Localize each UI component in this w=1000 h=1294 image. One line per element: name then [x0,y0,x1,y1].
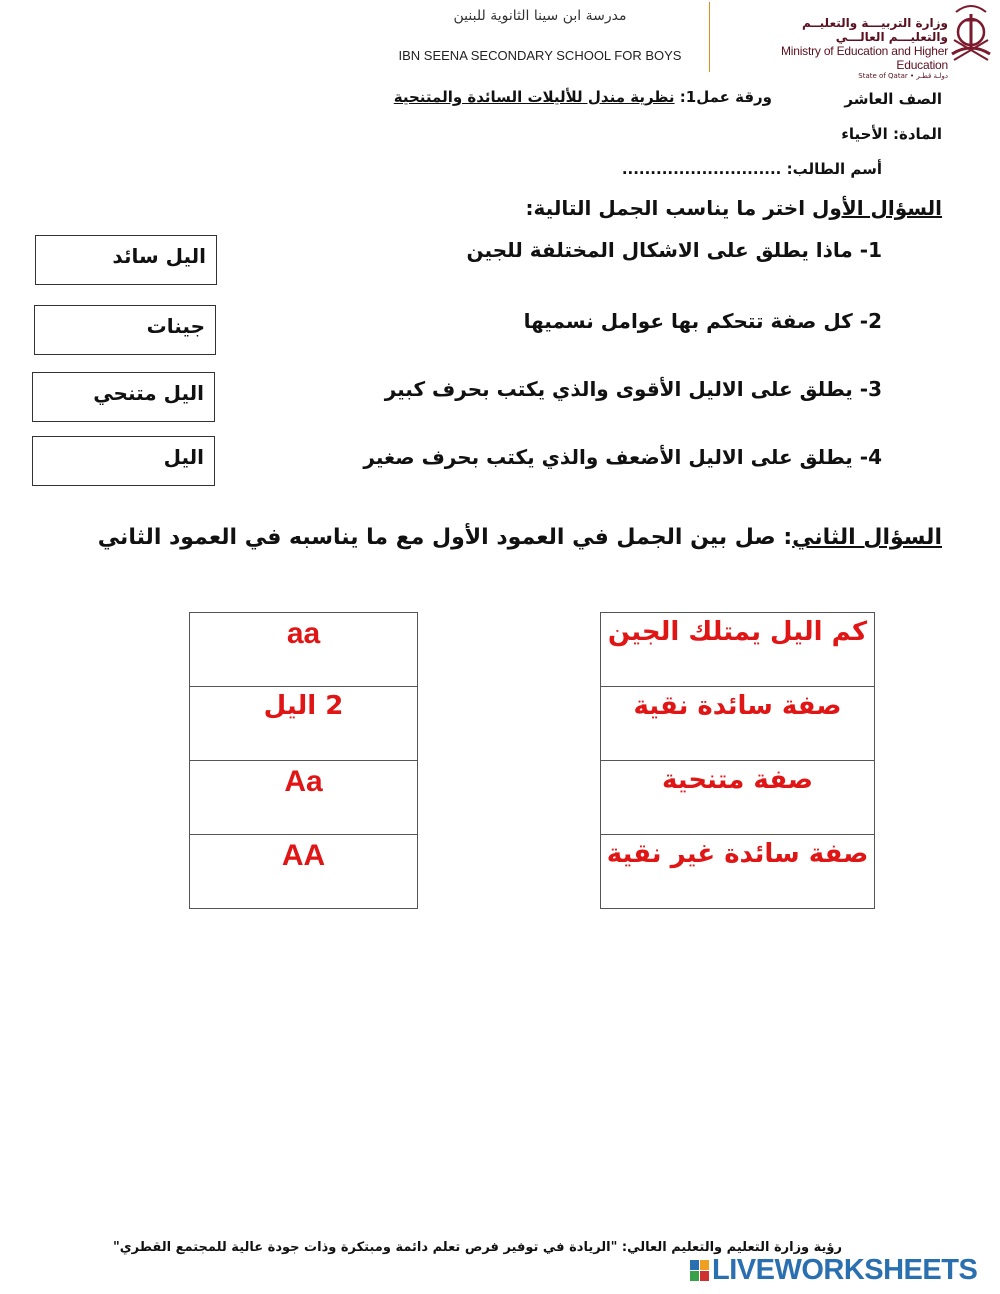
column1-cell[interactable]: صفة متنحية [601,761,875,835]
question1-statement-2: 2- كل صفة تتحكم بها عوامل نسميها [523,309,882,333]
answer-box-2-text: جينات [146,314,205,338]
grade-label: الصف العاشر [844,90,942,108]
question1-title [526,196,942,220]
column1-cell[interactable]: كم اليل يمتلك الجين [601,613,875,687]
answer-box-4-text: اليل [163,445,204,469]
column2-cell[interactable]: Aa [190,761,418,835]
matching-column-1 [600,612,875,909]
ministry-name-arabic: وزارة التربيـــة والتعليــم والتعليـــم العالـــي [802,16,948,44]
matching-column-2 [189,612,418,909]
school-name-english: IBN SEENA SECONDARY SCHOOL FOR BOYS [398,48,682,63]
question1-title-underlined: السؤال الأول [812,196,942,220]
question1-statement-1: 1- ماذا يطلق على الاشكال المختلفة للجين [466,238,882,262]
subject-label: المادة: الأحياء [841,125,942,143]
student-name-field: أسم الطالب: ............................ [621,160,882,178]
column2-cell[interactable]: aa [190,613,418,687]
ministry-vision-footer: رؤية وزارة التعليم والتعليم العالي: "الريادة في توفير فرص تعلم دائمة ومبتكرة وذات جودة عالية للمجتمع القطري" [112,1240,842,1255]
answer-box-1[interactable] [35,235,217,285]
worksheet-title: نظرية مندل للأليلات السائدة والمتنحية [393,88,675,106]
question2-title [98,525,942,550]
question1-statement-3: 3- يطلق على الاليل الأقوى والذي يكتب بحرف كبير [384,377,882,401]
question2-title-underlined: السؤال الثاني [792,525,942,550]
answer-box-4[interactable] [32,436,215,486]
answer-box-3[interactable] [32,372,215,422]
state-of-qatar: State of Qatar • دولـة قطـر [858,72,948,80]
answer-box-1-text: اليل سائد [112,244,206,268]
column2-cell[interactable]: AA [190,835,418,909]
liveworksheets-logo-icon [690,1257,710,1279]
column1-cell[interactable]: صفة سائدة غير نقية [601,835,875,909]
ministry-name-english: Ministry of Education and Higher Education [780,44,948,72]
header-divider [709,2,710,72]
school-name-arabic: مدرسة ابن سينا الثانوية للبنين [453,8,627,24]
worksheet-label: ورقة عمل1: [679,88,772,106]
answer-box-3-text: اليل متنحي [93,381,204,405]
question1-title-rest: اختر ما يناسب الجمل التالية: [525,196,813,220]
liveworksheets-wordmark: LIVEWORKSHEETS [712,1254,978,1286]
column2-cell[interactable]: 2 اليل [190,687,418,761]
question1-statement-4: 4- يطلق على الاليل الأضعف والذي يكتب بحرف صغير [363,445,882,469]
ministry-block [752,16,948,80]
liveworksheets-logo [690,1254,977,1287]
question2-title-rest: : صل بين الجمل في العمود الأول مع ما يناسبه في العمود الثاني [97,525,793,550]
qatar-emblem-icon [948,2,994,68]
worksheet-heading [394,88,772,106]
column1-cell[interactable]: صفة سائدة نقية [601,687,875,761]
answer-box-2[interactable] [34,305,216,355]
